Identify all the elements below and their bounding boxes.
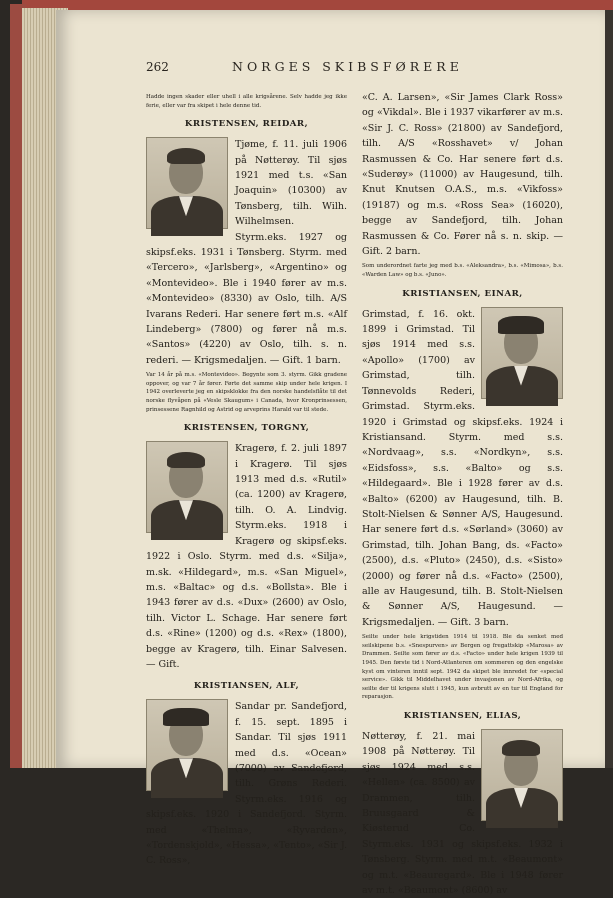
portrait-photo-captain-hat	[481, 307, 563, 399]
entry-text: Nøtterøy, f. 21. mai 1908 på Nøtterøy. Til sjøs 1924 med s.s. «Hellen» (ca. 8500) av Drammen, tilh. Bruusgaard & Kiøsterud Co. Styrm.eks. 1931 og skipsf.eks. 1932 i Tønsberg. Styrm. med m.t. «Beaumont» og m.t. «Beauregard». Ble i 1948 fører av m.t. «Beaumont» (8600) av	[362, 730, 563, 896]
continuation-note: Som underordnet farte jeg med b.s. «Aleksandra», b.s. «Mimosa», b.s. «Warden Law» og b.s. «Juno».	[362, 263, 563, 279]
portrait-photo-captain-hat	[146, 699, 228, 791]
entry-text: Kragerø, f. 2. juli 1897 i Kragerø. Til sjøs 1913 med d.s. «Rutil» (ca. 1200) av Kragerø, tilh. O. A. Lindvig. Styrm.eks. 1918 i Kragerø og skipsf.eks. 1922 i Oslo. Styrm. med d.s. «Silja», m.sk. «Hildegard», m.s. «San Miguel», m.s. «Baltac» og d.s. «Bollsta». Ble i 1943 fører av d.s. «Dux» (2600) av Oslo, tilh. Victor L. Schage. Har senere ført d.s. «Rine» (1200) og d.s. «Rex» (1800), begge av Kragerø, tilh. Einar Salvesen. — Gift.	[146, 443, 347, 670]
running-title: NORGES SKIBSFØRERE	[232, 59, 463, 74]
page-right-edge	[605, 10, 613, 768]
entry-heading: KRISTIANSEN, ELIAS,	[403, 710, 522, 721]
continuation-text: «C. A. Larsen», «Sir James Clark Ross» og «Vikdal». Ble i 1937 vikarfører av m.s. «Sir J. C. Ross» (21800) av Sandefjord, tilh. A/S «Rosshavet» v/ Johan Rasmussen & Co. Har senere ført d.s. «Suderøy» (11000) av Haugesund, tilh. Knut Knutsen O.A.S., m.s. «Vikfoss» (19187) og m.s. «Ross Sea» (16020), begge av Sandefjord, tilh. Johan Rasmussen & Co. Fører nå s. n. skip. — Gift. 2 barn.	[362, 92, 563, 258]
entry-note: Seilte under hele krigstiden 1914 til 1918. Ble da senket med seilskipene b.s. «Snespurven» av Bergen og fregattskip «Marosa» av Drammen. Seilte som fører av d.s. «Facto» under hele krigen 1939 til 1945. Den første tid i Nord-Atlanteren om sommeren og den engelske kyst om vinteren inntil sept. 1942 da skipet ble innredet for «special service». Gikk til Middelhavet under invasjonen av Nord-Afrika, og seilte der til krigens slutt i 1945, kun avbrutt av en tur til England for reparasjon.	[362, 634, 563, 701]
entry-note: Var 14 år på m.s. «Montevideo». Begynte som 3. styrm. Gikk gradene oppover, og var 7 år fører. Førte det samme skip under hele krigen. I 1942 overleverte jeg en skipsklokke fra den norske handelsflåte til det norske flyvåpen på «Vesle Skaugum» i Canada, hvor Kronprinsessen, prinsessene Ragnhild og Astrid og arveprins Harald var til stede.	[146, 372, 347, 413]
entry-text: Tjøme, f. 11. juli 1906 på Nøtterøy. Til sjøs 1921 med t.s. «San Joaquin» (10300) av Tønsberg, tilh. Wilh. Wilhelmsen. Styrm.eks. 1927 og skipsf.eks. 1931 i Tønsberg. Styrm. med «Tercero», «Jarlsberg», «Argentino» og «Montevideo». Ble i 1940 fører av m.s. «Montevideo» (8330) av Oslo, tilh. A/S Ivarans Rederi. Har senere ført m.s. «Alf Lindeberg» (7800) og fører nå m.s. «Santos» (4220) av Oslo, tilh. s. n. rederi. — Krigsmedaljen. — Gift. 1 barn.	[146, 139, 347, 366]
entry-heading: KRISTENSEN, REIDAR,	[184, 119, 309, 130]
left-column	[146, 90, 347, 869]
entry-heading: KRISTENSEN, TORGNY,	[183, 423, 310, 434]
right-column	[362, 90, 563, 898]
entry-heading: KRISTIANSEN, ALF,	[193, 681, 300, 692]
portrait-photo	[481, 729, 563, 821]
page-number: 262	[146, 60, 169, 74]
portrait-photo	[146, 137, 228, 229]
entry-text: Sandar pr. Sandefjord, f. 15. sept. 1895 i Sandar. Til sjøs 1911 med d.s. «Ocean» (7000) av Sandefjord, tilh. Grøns Rederi. Styrm.eks. 1916 og skipsf.eks. 1920 i Sandefjord. Styrm. med «Thelma», «Ryvarden», «Tordenskjold», «Hessa», «Tento», «Sir J. C. Ross»,	[146, 701, 347, 867]
entry-text: Grimstad, f. 16. okt. 1899 i Grimstad. Til sjøs 1914 med s.s. «Apollo» (1700) av Grimstad, tilh. Tønnevolds Rederi, Grimstad. Styrm.eks. 1920 i Grimstad og skipsf.eks. 1924 i Kristiansand. Styrm. med s.s. «Nordvaag», s.s. «Nordkyn», s.s. «Eidsfoss», s.s. «Balto» og s.s. «Hildegaard». Ble i 1928 fører av d.s. «Balto» (6200) av Haugesund, tilh. B. Stolt-Nielsen & Sønner A/S, Haugesund. Har senere ført d.s. «Sørland» (3060) av Grimstad, tilh. Johan Bang, ds. «Facto» (2500), d.s. «Pluto» (2450), d.s. «Sisto» (2000) og fører nå d.s. «Facto» (2500), alle av Haugesund, tilh. B. Stolt-Nielsen & Sønner A/S, Haugesund. — Krigsmedaljen. — Gift. 3 barn.	[362, 308, 563, 628]
portrait-photo	[146, 441, 228, 533]
entry-heading: KRISTIANSEN, EINAR,	[402, 288, 523, 299]
intro-note: Hadde ingen skader eller uhell i alle krigsårene. Selv hadde jeg ikke ferie, eller var fra skipet i hele denne tid.	[146, 94, 347, 109]
